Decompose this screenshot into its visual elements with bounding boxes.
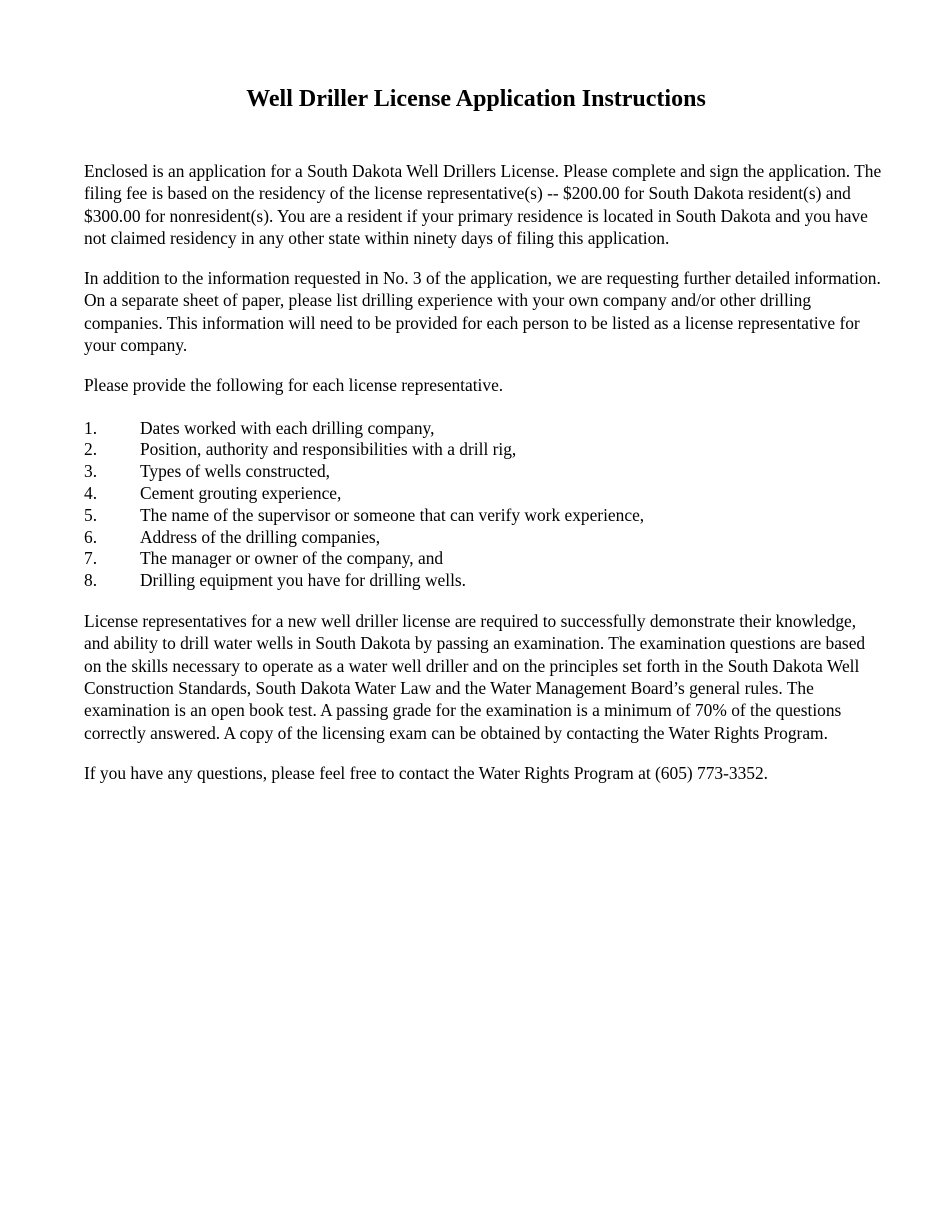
requirements-list — [84, 418, 884, 592]
list-item — [84, 483, 884, 505]
list-item-text: Types of wells constructed, — [140, 461, 331, 482]
list-item — [84, 527, 884, 549]
additional-info-paragraph: In addition to the information requested in No. 3 of the application, we are requesting further detailed information. On a separate sheet of paper, please list drilling experience with your own company and/or other drilling companies. This information will need to be provided for each person to be listed as a license representative for your company. — [84, 268, 881, 356]
list-item — [84, 570, 884, 592]
examination-paragraph: License representatives for a new well driller license are required to successfully demonstrate their knowledge, and ability to drill water wells in South Dakota by passing an examination. The examination questions are based on the skills necessary to operate as a water well driller and on the principles set forth in the South Dakota Well Construction Standards, South Dakota Water Law and the Water Management Board’s general rules. The examination is an open book test. A passing grade for the examination is a minimum of 70% of the questions correctly answered. A copy of the licensing exam can be obtained by contacting the Water Rights Program. — [84, 611, 866, 743]
list-item — [84, 461, 884, 483]
list-item-text: Position, authority and responsibilities with a drill rig, — [140, 439, 517, 460]
list-item-text: The name of the supervisor or someone that can verify work experience, — [140, 504, 645, 525]
intro-paragraph: Enclosed is an application for a South Dakota Well Drillers License. Please complete and sign the application. The filing fee is based on the residency of the license representative(s) -- $200.00 for South Dakota resident(s) and $300.00 for nonresident(s). You are a resident if your primary residence is located in South Dakota and you have not claimed residency in any other state within ninety days of filing this application. — [84, 161, 882, 248]
list-item-text: Drilling equipment you have for drilling wells. — [140, 570, 467, 591]
list-item — [84, 439, 884, 461]
list-item-number: 2. — [84, 439, 98, 460]
page-title: Well Driller License Application Instructions — [246, 86, 706, 112]
list-item-number: 6. — [84, 526, 98, 547]
list-item-number: 4. — [84, 483, 98, 504]
list-item-number: 5. — [84, 504, 98, 525]
list-item — [84, 418, 884, 440]
list-item-number: 3. — [84, 461, 98, 482]
list-item-number: 8. — [84, 570, 98, 591]
list-item-text: The manager or owner of the company, and — [140, 548, 444, 569]
contact-paragraph: If you have any questions, please feel free to contact the Water Rights Program at (605) 773-3352. — [84, 762, 769, 783]
list-item — [84, 548, 884, 570]
list-item — [84, 505, 884, 527]
list-item-number: 1. — [84, 417, 98, 438]
document-page — [84, 82, 884, 784]
list-intro-paragraph: Please provide the following for each license representative. — [84, 375, 504, 396]
list-item-text: Address of the drilling companies, — [140, 526, 381, 547]
list-item-number: 7. — [84, 548, 98, 569]
list-item-text: Cement grouting experience, — [140, 483, 342, 504]
list-item-text: Dates worked with each drilling company, — [140, 417, 435, 438]
